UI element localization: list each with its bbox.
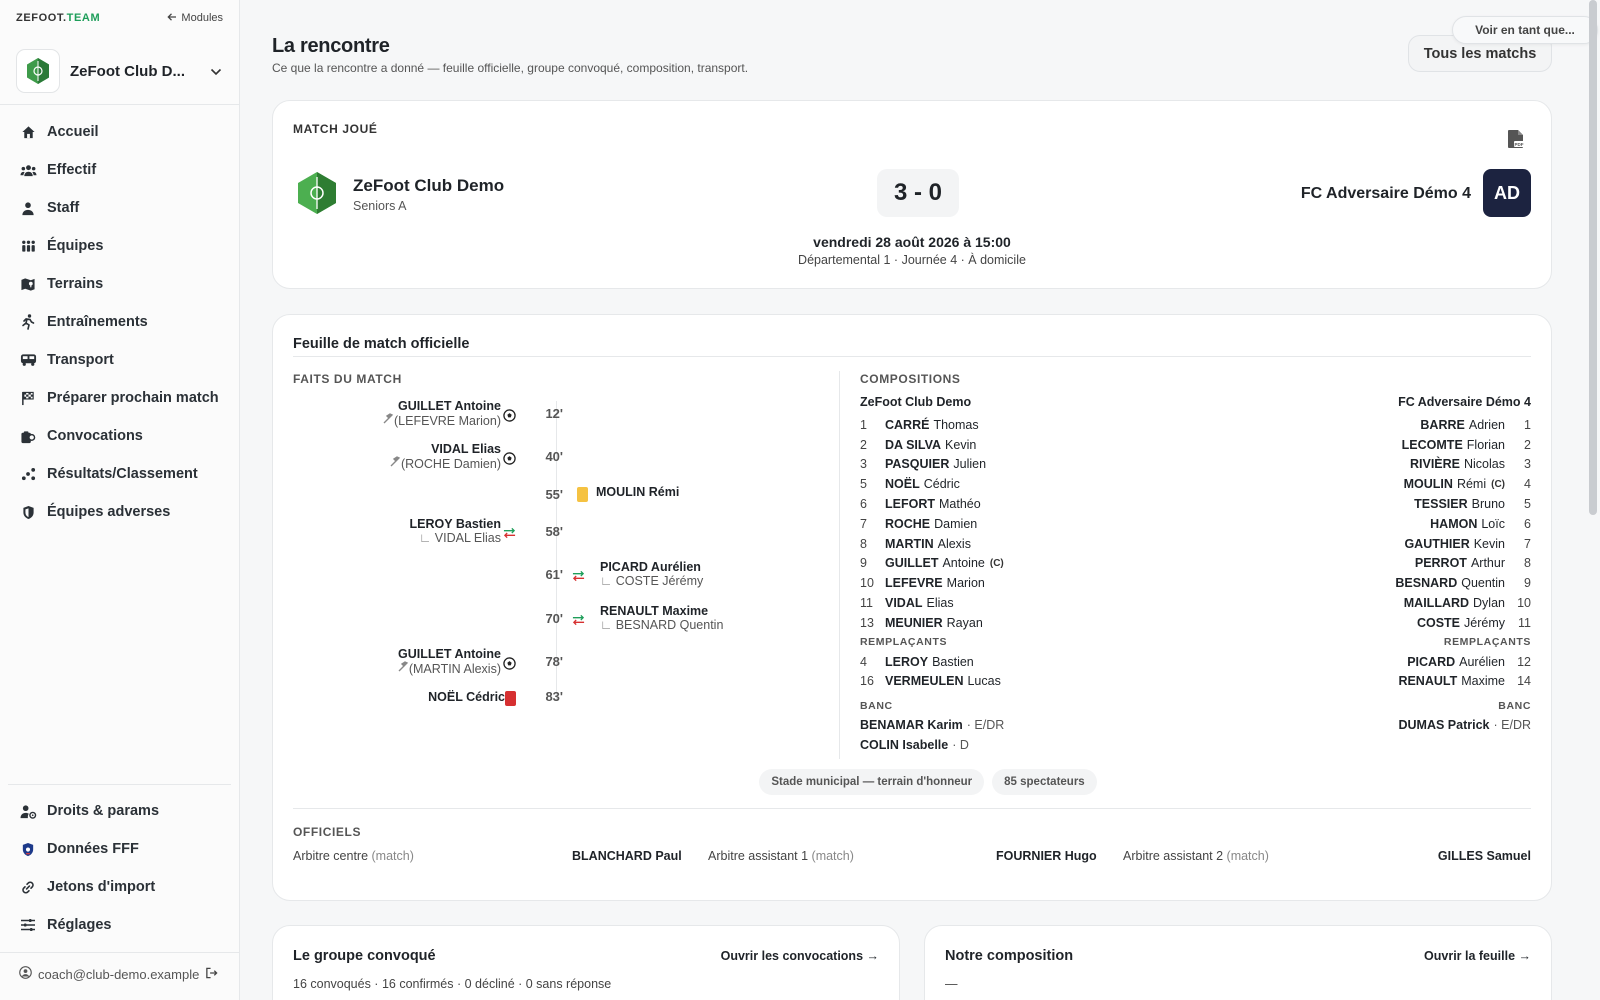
shield-icon bbox=[19, 503, 37, 521]
official-role bbox=[708, 849, 854, 863]
player-last-name: LECOMTE bbox=[1401, 437, 1463, 452]
home-bench-label: BANC bbox=[860, 699, 893, 712]
official-qualifier: (match) bbox=[1226, 849, 1269, 863]
home-composition-team: ZeFoot Club Demo bbox=[860, 395, 972, 409]
player-last-name: PICARD bbox=[1407, 654, 1456, 669]
event-minute: 78' bbox=[545, 654, 563, 669]
event-player-out: VIDAL Elias bbox=[434, 531, 501, 545]
page-title: La rencontre bbox=[272, 35, 390, 57]
substitution-icon bbox=[571, 613, 585, 627]
player-first-name: Julien bbox=[953, 457, 987, 472]
main-nav bbox=[0, 113, 240, 531]
player-first-name: Quentin bbox=[1461, 576, 1505, 591]
match-date: vendredi 28 août 2026 à 15:00 bbox=[813, 234, 1011, 250]
player-first-name: Aurélien bbox=[1459, 654, 1505, 669]
player-number: 3 bbox=[860, 457, 867, 472]
event-assist: (LEFEVRE Marion) bbox=[394, 414, 501, 428]
player-row[interactable] bbox=[1395, 514, 1531, 534]
match-sheet-card bbox=[272, 314, 1552, 901]
bench-role: · D bbox=[952, 738, 969, 753]
divider bbox=[293, 356, 1531, 357]
player-number: 4 bbox=[860, 654, 867, 669]
convocations-summary: 16 convoqués · 16 confirmés · 0 décliné · 0 sans réponse bbox=[293, 977, 612, 991]
open-sheet-link[interactable]: Ouvrir la feuille → bbox=[1424, 949, 1531, 963]
event-minute: 70' bbox=[545, 611, 563, 626]
ball-icon bbox=[502, 408, 516, 422]
compositions-label: COMPOSITIONS bbox=[860, 372, 961, 386]
sliders-icon bbox=[19, 916, 37, 934]
player-number: 9 bbox=[1524, 576, 1531, 591]
player-last-name: NOËL bbox=[885, 477, 920, 492]
column-divider bbox=[839, 371, 840, 759]
away-composition-team: FC Adversaire Démo 4 bbox=[1398, 395, 1531, 409]
player-first-name: Damien bbox=[934, 516, 978, 531]
player-first-name: Bastien bbox=[932, 654, 974, 669]
event-player: NOËL Cédric bbox=[428, 690, 505, 704]
red-card-icon bbox=[503, 691, 517, 705]
player-row[interactable] bbox=[1395, 435, 1531, 455]
our-composition-title: Notre composition bbox=[945, 948, 1074, 964]
nav-item-terrains[interactable] bbox=[0, 265, 240, 303]
venue-info bbox=[273, 769, 1551, 795]
player-number: 11 bbox=[860, 596, 873, 611]
nav-item-effectif[interactable] bbox=[0, 151, 240, 189]
event-player-out: COSTE Jérémy bbox=[615, 574, 704, 588]
home-club-logo bbox=[295, 171, 339, 218]
player-row[interactable] bbox=[1395, 554, 1531, 574]
nav-label: Équipes adverses bbox=[47, 504, 171, 520]
bench-row bbox=[860, 715, 1004, 735]
player-last-name: RIVIÈRE bbox=[1409, 457, 1460, 472]
player-last-name: GAUTHIER bbox=[1404, 536, 1470, 551]
sub-out-arrow-icon: ∟ bbox=[600, 574, 616, 588]
convoked-group-title: Le groupe convoqué bbox=[293, 948, 436, 964]
composition-placeholder: — bbox=[945, 977, 958, 991]
player-first-name: Kevin bbox=[945, 437, 977, 452]
modules-label: Modules bbox=[181, 12, 223, 24]
nav-label: Accueil bbox=[47, 124, 99, 140]
event-minute: 61' bbox=[545, 567, 563, 582]
bench-name: DUMAS Patrick bbox=[1398, 718, 1490, 733]
match-score: 3 - 0 bbox=[877, 169, 959, 217]
nav-label: Entraînements bbox=[47, 314, 148, 330]
player-row[interactable] bbox=[1395, 613, 1531, 633]
officials-label: OFFICIELS bbox=[293, 825, 362, 839]
official-role bbox=[293, 849, 414, 863]
player-number: 1 bbox=[1524, 417, 1531, 432]
modules-link[interactable] bbox=[167, 12, 223, 25]
player-number: 7 bbox=[860, 516, 867, 531]
ball-icon bbox=[502, 451, 516, 465]
player-last-name: RENAULT bbox=[1398, 674, 1458, 689]
event-minute: 12' bbox=[545, 406, 563, 421]
away-composition bbox=[1395, 395, 1531, 735]
player-number: 14 bbox=[1517, 674, 1531, 689]
yellow-card-icon bbox=[575, 487, 589, 501]
event-assist: (MARTIN Alexis) bbox=[408, 662, 501, 676]
player-last-name: HAMON bbox=[1430, 516, 1478, 531]
match-card bbox=[272, 100, 1552, 289]
player-number: 2 bbox=[860, 437, 867, 452]
match-sheet-title: Feuille de match officielle bbox=[293, 336, 470, 352]
nav-item-equipes-adverses[interactable] bbox=[0, 493, 240, 531]
event-yellow-card bbox=[596, 485, 679, 499]
nav-label: Staff bbox=[47, 200, 80, 216]
event-player: MOULIN Rémi bbox=[596, 485, 680, 499]
player-first-name: Rayan bbox=[946, 615, 983, 630]
link-icon bbox=[19, 878, 37, 896]
player-first-name: Rémi bbox=[1456, 477, 1487, 492]
secondary-nav bbox=[0, 792, 240, 944]
player-first-name: Jérémy bbox=[1464, 615, 1505, 630]
nav-item-droits-params[interactable] bbox=[0, 792, 240, 830]
brand-text: ZEFOOT. bbox=[16, 12, 67, 24]
player-row[interactable] bbox=[860, 455, 1004, 475]
player-first-name: Loïc bbox=[1481, 516, 1505, 531]
open-convocations-link[interactable]: Ouvrir les convocations → bbox=[720, 949, 879, 963]
sidebar-divider bbox=[0, 952, 239, 953]
player-first-name: Arthur bbox=[1470, 556, 1505, 571]
player-last-name: MARTIN bbox=[885, 536, 934, 551]
assist-icon bbox=[387, 456, 401, 471]
nav-label: Équipes bbox=[47, 238, 104, 254]
event-player: RENAULT Maxime bbox=[600, 604, 709, 618]
player-last-name: MAILLARD bbox=[1403, 596, 1470, 611]
away-team-name: FC Adversaire Démo 4 bbox=[1300, 185, 1471, 202]
player-row[interactable] bbox=[1395, 652, 1531, 672]
nav-item-donnees-fff[interactable] bbox=[0, 830, 240, 868]
nav-label: Droits & params bbox=[47, 803, 160, 819]
running-icon bbox=[19, 313, 37, 331]
event-minute: 58' bbox=[545, 524, 563, 539]
sidebar bbox=[0, 0, 240, 1000]
player-row[interactable] bbox=[860, 652, 1004, 672]
assist-icon bbox=[380, 413, 394, 428]
player-row[interactable] bbox=[1395, 534, 1531, 554]
player-last-name: DA SILVA bbox=[885, 437, 942, 452]
svg-text:PDF: PDF bbox=[1514, 141, 1524, 147]
event-substitution bbox=[410, 517, 501, 545]
player-row[interactable] bbox=[860, 573, 1004, 593]
event-assist: (ROCHE Damien) bbox=[400, 457, 501, 471]
user-email: coach@club-demo.example bbox=[38, 966, 200, 982]
player-number: 13 bbox=[860, 615, 874, 630]
nav-label: Terrains bbox=[47, 276, 104, 292]
user-icon bbox=[19, 199, 37, 217]
convoked-group-card bbox=[272, 925, 900, 1000]
player-row[interactable] bbox=[1395, 455, 1531, 475]
event-goal bbox=[395, 647, 501, 676]
nav-label: Convocations bbox=[47, 428, 143, 444]
nav-item-entrainements[interactable] bbox=[0, 303, 240, 341]
official-name: BLANCHARD Paul bbox=[572, 849, 682, 863]
player-first-name: Antoine bbox=[942, 556, 985, 571]
home-subs-label: REMPLAÇANTS bbox=[860, 636, 948, 649]
event-goal bbox=[380, 399, 501, 428]
bench-row bbox=[860, 735, 1004, 755]
captain-badge: (C) bbox=[1491, 478, 1505, 490]
nav-label: Jetons d'import bbox=[47, 879, 156, 895]
nav-item-convocations[interactable] bbox=[0, 417, 240, 455]
player-last-name: VERMEULEN bbox=[885, 674, 964, 689]
player-row[interactable] bbox=[1395, 474, 1531, 494]
home-icon bbox=[19, 123, 37, 141]
bench-name: COLIN Isabelle bbox=[860, 738, 949, 753]
main-content bbox=[240, 0, 1585, 1000]
sidebar-divider bbox=[8, 784, 231, 785]
chart-icon bbox=[19, 465, 37, 483]
all-matches-button[interactable]: Tous les matchs bbox=[1408, 35, 1552, 72]
sub-out-arrow-icon: ∟ bbox=[600, 618, 616, 632]
view-as-button[interactable]: Voir en tant que... bbox=[1452, 16, 1598, 44]
bench-role: · E/DR bbox=[966, 718, 1005, 733]
brand-row bbox=[16, 11, 223, 25]
nav-item-reglages[interactable] bbox=[0, 906, 240, 944]
player-number: 7 bbox=[1524, 536, 1531, 551]
official-name: GILLES Samuel bbox=[1437, 849, 1531, 863]
player-number: 5 bbox=[1524, 497, 1531, 512]
event-player: PICARD Aurélien bbox=[600, 560, 701, 574]
nav-label: Données FFF bbox=[47, 841, 139, 857]
sidebar-divider bbox=[0, 104, 239, 105]
official-role bbox=[1123, 849, 1269, 863]
official-qualifier: (match) bbox=[371, 849, 414, 863]
sub-out-arrow-icon: ∟ bbox=[419, 531, 435, 545]
player-number: 12 bbox=[1517, 654, 1531, 669]
event-red-card bbox=[428, 690, 505, 704]
away-bench-label: BANC bbox=[1498, 699, 1531, 712]
home-composition bbox=[860, 395, 1004, 755]
our-composition-card bbox=[924, 925, 1552, 1000]
player-row[interactable] bbox=[860, 494, 1004, 514]
player-row[interactable] bbox=[860, 415, 1004, 435]
player-number: 1 bbox=[860, 417, 867, 432]
player-row[interactable] bbox=[1395, 415, 1531, 435]
official-role-label: Arbitre centre bbox=[293, 849, 369, 863]
users-icon bbox=[19, 161, 37, 179]
player-number: 10 bbox=[1517, 596, 1531, 611]
event-player: VIDAL Elias bbox=[431, 442, 501, 456]
player-row[interactable] bbox=[860, 554, 1004, 574]
player-last-name: MEUNIER bbox=[885, 615, 943, 630]
player-last-name: BARRE bbox=[1420, 417, 1465, 432]
player-number: 11 bbox=[1518, 615, 1531, 630]
match-competition: Départemental 1 · Journée 4 · À domicile bbox=[798, 253, 1026, 267]
player-first-name: Nicolas bbox=[1464, 457, 1505, 472]
user-row bbox=[19, 966, 218, 982]
page-scrollbar[interactable] bbox=[1589, 0, 1597, 515]
event-player: LEROY Bastien bbox=[409, 517, 501, 531]
ball-icon bbox=[502, 656, 516, 670]
logout-icon[interactable] bbox=[205, 967, 218, 982]
player-first-name: Florian bbox=[1466, 437, 1505, 452]
nav-item-resultats-classement[interactable] bbox=[0, 455, 240, 493]
page-subtitle: Ce que la rencontre a donné — feuille officielle, groupe convoqué, composition, transport. bbox=[272, 61, 749, 75]
pdf-icon[interactable] bbox=[1507, 129, 1525, 152]
player-last-name: CARRÉ bbox=[885, 417, 930, 432]
player-first-name: Thomas bbox=[933, 417, 979, 432]
event-player: GUILLET Antoine bbox=[398, 647, 501, 661]
clipboard-icon bbox=[19, 427, 37, 445]
bus-icon bbox=[19, 351, 37, 369]
nav-item-preparer-prochain-match[interactable] bbox=[0, 379, 240, 417]
map-icon bbox=[19, 275, 37, 293]
spectators-chip: 85 spectateurs bbox=[992, 769, 1097, 795]
home-team-category: Seniors A bbox=[353, 199, 407, 213]
away-starters-list bbox=[1395, 415, 1531, 633]
chevron-down-icon bbox=[210, 64, 222, 79]
player-row[interactable] bbox=[860, 514, 1004, 534]
assist-icon bbox=[395, 661, 409, 676]
player-last-name: ROCHE bbox=[885, 516, 931, 531]
event-minute: 83' bbox=[545, 689, 563, 704]
player-number: 6 bbox=[860, 497, 867, 512]
official-name: FOURNIER Hugo bbox=[996, 849, 1097, 863]
event-player-out: BESNARD Quentin bbox=[615, 618, 724, 632]
player-first-name: Dylan bbox=[1473, 596, 1505, 611]
club-name: ZeFoot Club D... bbox=[70, 62, 185, 80]
event-minute: 40' bbox=[545, 449, 563, 464]
event-minute: 55' bbox=[545, 487, 563, 502]
nav-item-equipes[interactable] bbox=[0, 227, 240, 265]
venue-chip: Stade municipal — terrain d'honneur bbox=[759, 769, 984, 795]
player-row[interactable] bbox=[1395, 593, 1531, 613]
player-row[interactable] bbox=[860, 474, 1004, 494]
player-number: 4 bbox=[1524, 477, 1531, 492]
player-first-name: Bruno bbox=[1471, 497, 1505, 512]
event-substitution bbox=[600, 560, 703, 588]
player-number: 8 bbox=[1524, 556, 1531, 571]
player-row[interactable] bbox=[860, 672, 1004, 692]
player-first-name: Alexis bbox=[937, 536, 971, 551]
checkered-flag-icon bbox=[19, 389, 37, 407]
official-qualifier: (match) bbox=[811, 849, 854, 863]
bench-name: BENAMAR Karim bbox=[860, 718, 963, 733]
divider bbox=[293, 808, 1531, 809]
home-team-name: ZeFoot Club Demo bbox=[353, 176, 505, 195]
player-first-name: Elias bbox=[926, 596, 954, 611]
team-icon bbox=[19, 237, 37, 255]
nav-label: Résultats/Classement bbox=[47, 466, 198, 482]
official-role-label: Arbitre assistant 1 bbox=[708, 849, 809, 863]
event-substitution bbox=[600, 604, 723, 632]
player-number: 9 bbox=[860, 556, 867, 571]
brand-accent-text: TEAM bbox=[66, 12, 101, 24]
player-last-name: PERROT bbox=[1414, 556, 1467, 571]
away-subs-label: REMPLAÇANTS bbox=[1443, 636, 1531, 649]
club-logo bbox=[16, 49, 60, 93]
nav-item-jetons-import[interactable] bbox=[0, 868, 240, 906]
player-last-name: MOULIN bbox=[1403, 477, 1453, 492]
player-last-name: COSTE bbox=[1416, 615, 1461, 630]
event-player: GUILLET Antoine bbox=[398, 399, 501, 413]
match-status: MATCH JOUÉ bbox=[293, 122, 378, 136]
player-row[interactable] bbox=[860, 534, 1004, 554]
player-row[interactable] bbox=[1395, 494, 1531, 514]
fff-icon bbox=[19, 840, 37, 858]
player-first-name: Kevin bbox=[1473, 536, 1505, 551]
player-number: 6 bbox=[1524, 516, 1531, 531]
arrow-left-icon bbox=[167, 12, 177, 25]
player-first-name: Cédric bbox=[923, 477, 960, 492]
player-number: 5 bbox=[860, 477, 867, 492]
player-first-name: Marion bbox=[946, 576, 985, 591]
official-role-label: Arbitre assistant 2 bbox=[1123, 849, 1224, 863]
brand-logo[interactable] bbox=[16, 12, 100, 24]
event-goal bbox=[387, 442, 501, 471]
match-facts-label: FAITS DU MATCH bbox=[293, 372, 402, 386]
captain-badge: (C) bbox=[989, 557, 1004, 569]
player-number: 2 bbox=[1524, 437, 1531, 452]
nav-item-accueil[interactable] bbox=[0, 113, 240, 151]
player-number: 16 bbox=[860, 674, 874, 689]
substitution-icon bbox=[502, 526, 516, 540]
user-settings-icon bbox=[19, 802, 37, 820]
player-row[interactable] bbox=[860, 593, 1004, 613]
player-row[interactable] bbox=[860, 613, 1004, 633]
player-first-name: Maxime bbox=[1461, 674, 1505, 689]
player-last-name: LEROY bbox=[885, 654, 929, 669]
home-starters-list bbox=[860, 415, 1004, 633]
nav-label: Effectif bbox=[47, 162, 97, 178]
player-number: 3 bbox=[1524, 457, 1531, 472]
player-number: 8 bbox=[860, 536, 867, 551]
player-last-name: LEFEVRE bbox=[885, 576, 943, 591]
nav-label: Transport bbox=[47, 352, 114, 368]
player-first-name: Mathéo bbox=[939, 497, 981, 512]
player-row[interactable] bbox=[1395, 573, 1531, 593]
nav-label: Préparer prochain match bbox=[47, 390, 219, 406]
nav-item-staff[interactable] bbox=[0, 189, 240, 227]
player-last-name: VIDAL bbox=[885, 596, 923, 611]
player-last-name: TESSIER bbox=[1414, 497, 1468, 512]
player-first-name: Adrien bbox=[1468, 417, 1505, 432]
bench-row bbox=[1395, 715, 1531, 735]
player-row[interactable] bbox=[860, 435, 1004, 455]
player-last-name: BESNARD bbox=[1395, 576, 1458, 591]
nav-label: Réglages bbox=[47, 917, 112, 933]
player-number: 10 bbox=[860, 576, 874, 591]
club-selector[interactable] bbox=[16, 49, 228, 93]
user-circle-icon bbox=[19, 966, 32, 982]
player-last-name: LEFORT bbox=[885, 497, 935, 512]
player-last-name: GUILLET bbox=[885, 556, 939, 571]
player-first-name: Lucas bbox=[967, 674, 1001, 689]
bench-role: · E/DR bbox=[1493, 718, 1531, 733]
nav-item-transport[interactable] bbox=[0, 341, 240, 379]
away-team-badge: AD bbox=[1483, 169, 1531, 217]
substitution-icon bbox=[571, 569, 585, 583]
player-last-name: PASQUIER bbox=[885, 457, 950, 472]
player-row[interactable] bbox=[1395, 672, 1531, 692]
